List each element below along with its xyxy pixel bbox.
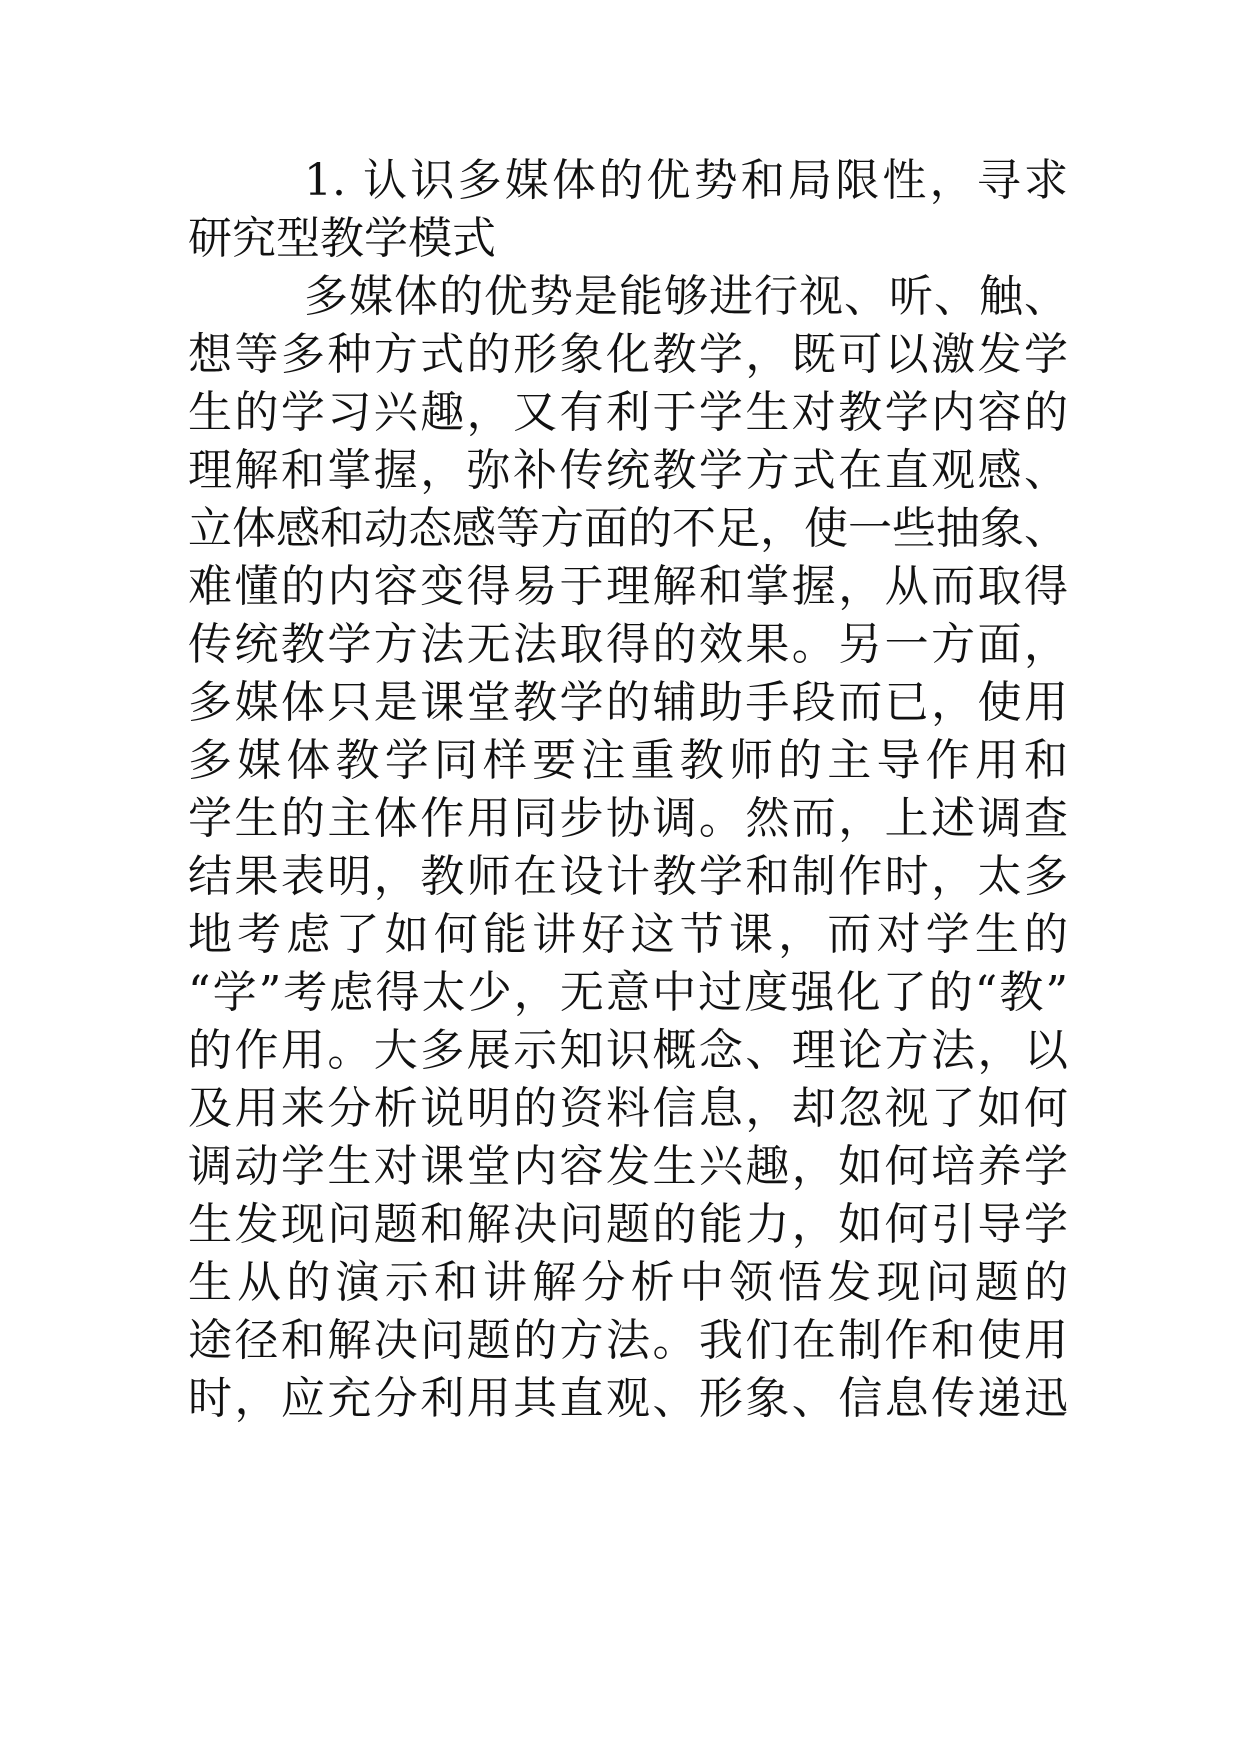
paragraph-line: 想等多种方式的形象化教学，既可以激发学 [188, 329, 1068, 380]
body-text [188, 152, 1068, 1428]
paragraph-line: 多媒体教学同样要注重教师的主导作用和 [188, 735, 1068, 786]
paragraph-line: 结果表明，教师在设计教学和制作时，太多 [188, 851, 1068, 902]
section-heading-line-1: 1. 认识多媒体的优势和局限性，寻求 [304, 155, 1068, 206]
paragraph-line: 多媒体只是课堂教学的辅助手段而已，使用 [188, 677, 1068, 728]
paragraph-line: 生的学习兴趣，又有利于学生对教学内容的 [188, 387, 1068, 438]
paragraph-line: 生发现问题和解决问题的能力，如何引导学 [188, 1199, 1068, 1250]
paragraph-line: 传统教学方法无法取得的效果。另一方面， [188, 619, 1068, 670]
paragraph-line: 生从的演示和讲解分析中领悟发现问题的 [188, 1257, 1068, 1308]
paragraph-line: “学”考虑得太少，无意中过度强化了的“教” [188, 967, 1068, 1018]
paragraph-line: 及用来分析说明的资料信息，却忽视了如何 [188, 1083, 1068, 1134]
paragraph-line: 理解和掌握，弥补传统教学方式在直观感、 [188, 445, 1068, 496]
paragraph-line: 多媒体的优势是能够进行视、听、触、 [304, 271, 1068, 322]
paragraph-line: 调动学生对课堂内容发生兴趣，如何培养学 [188, 1141, 1068, 1192]
paragraph-line: 的作用。大多展示知识概念、理论方法，以 [188, 1025, 1068, 1076]
paragraph-line: 地考虑了如何能讲好这节课，而对学生的 [188, 909, 1068, 960]
section-heading-line-2: 研究型教学模式 [188, 213, 496, 264]
paragraph-line: 立体感和动态感等方面的不足，使一些抽象、 [188, 503, 1068, 554]
paragraph-line: 途径和解决问题的方法。我们在制作和使用 [188, 1315, 1068, 1366]
paragraph-line: 学生的主体作用同步协调。然而，上述调查 [188, 793, 1068, 844]
paragraph-line: 难懂的内容变得易于理解和掌握，从而取得 [188, 561, 1068, 612]
paragraph-line: 时，应充分利用其直观、形象、信息传递迅 [188, 1373, 1068, 1424]
